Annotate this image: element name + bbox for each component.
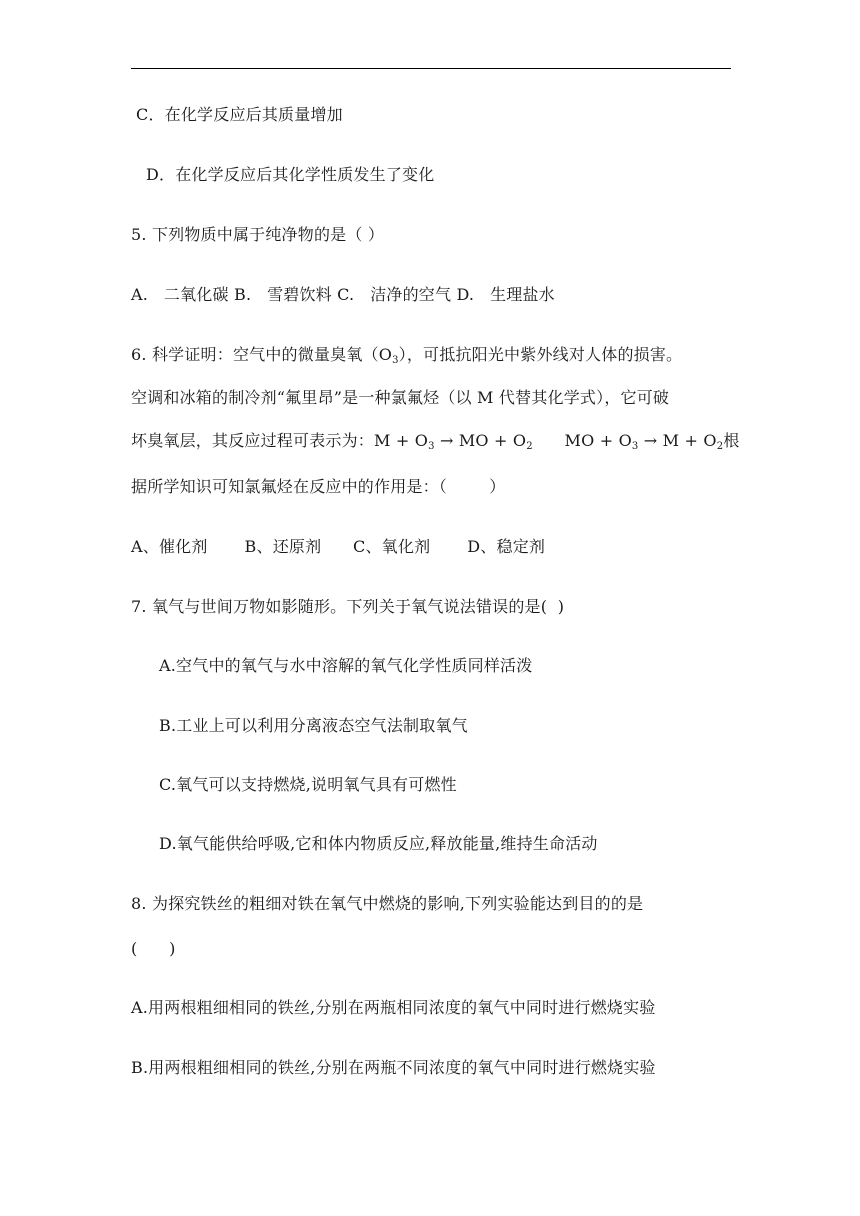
question-8-line-1: 8. 为探究铁丝的粗细对铁在氧气中燃烧的影响,下列实验能达到目的的是: [131, 894, 644, 913]
question-6-options: A、催化剂 B、还原剂 C、氧化剂 D、稳定剂: [131, 537, 546, 556]
question-8-option-b: B.用两根粗细相同的铁丝,分别在两瓶不同浓度的氧气中同时进行燃烧实验: [131, 1058, 656, 1077]
question-8-line-2: ( ): [131, 939, 176, 958]
question-8-option-a: A.用两根粗细相同的铁丝,分别在两瓶相同浓度的氧气中同时进行燃烧实验: [131, 998, 656, 1017]
question-6-line-1: 6. 科学证明：空气中的微量臭氧$(O_3)$，可抵抗阳光中紫外线对人体的损害。: [131, 345, 683, 366]
question-7-option-c: C.氧气可以支持燃烧,说明氧气具有可燃性: [159, 775, 457, 794]
q4-option-c: C．在化学反应后其质量增加: [136, 105, 343, 124]
q4-option-d: D．在化学反应后其化学性质发生了变化: [146, 165, 435, 184]
question-6-line-3: 坏臭氧层，其反应过程可表示为：$M + O_3$ → MO + $O_2$ MO + $O_3 \to M + O_2$根: [131, 431, 740, 452]
question-7: 7. 氧气与世间万物如影随形。下列关于氧气说法错误的是( ): [131, 597, 565, 616]
question-7-option-a: A.空气中的氧气与水中溶解的氧气化学性质同样活泼: [159, 656, 533, 675]
question-6-line-4: 据所学知识可知氯氟烃在反应中的作用是：（ ）: [131, 477, 506, 496]
question-7-option-b: B.工业上可以利用分离液态空气法制取氧气: [159, 716, 468, 735]
question-5: 5. 下列物质中属于纯净物的是（ ）: [131, 225, 385, 244]
question-7-option-d: D.氧气能供给呼吸,它和体内物质反应,释放能量,维持生命活动: [159, 834, 598, 853]
question-6-line-2: 空调和冰箱的制冷剂“氟里昂”是一种氯氟烃（以 M 代替其化学式），它可破: [131, 388, 670, 407]
question-5-options: A. 二氧化碳 B. 雪碧饮料 C. 洁净的空气 D. 生理盐水: [131, 285, 555, 304]
header-rule: [131, 68, 731, 69]
